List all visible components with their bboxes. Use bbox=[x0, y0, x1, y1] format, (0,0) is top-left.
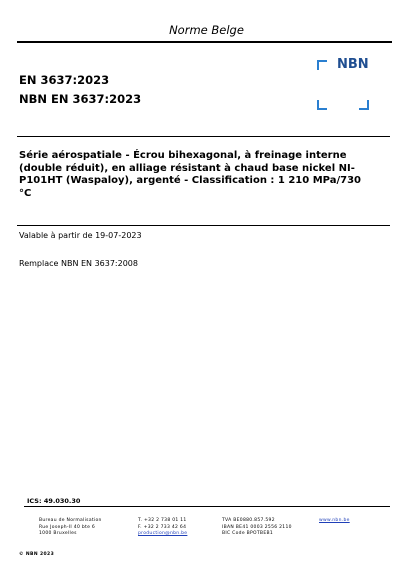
valid-from: Valable à partir de 19-07-2023 bbox=[19, 231, 142, 240]
footer-rule bbox=[24, 506, 390, 507]
footer-line: Rue Joseph-II 40 bte 6 bbox=[39, 524, 96, 530]
standard-nbn: NBN EN 3637:2023 bbox=[19, 92, 142, 106]
document-title: Série aérospatiale - Écrou bihexagonal, à freinage interne (double réduit), en alliage résistant à chaud base nickel NI-P101HT (Waspaloy), argenté - Classification : 1 210 MPa/730 °C bbox=[19, 150, 361, 199]
footer-phone: T. +32 2 738 01 11 bbox=[138, 518, 187, 523]
footer-address bbox=[39, 518, 102, 538]
footer-web bbox=[319, 518, 350, 525]
footer-bic: BIC Code BPOTBEB1 bbox=[222, 531, 274, 536]
footer-line: 1000 Bruxelles bbox=[39, 531, 77, 536]
footer-iban: IBAN BE41 0003 2556 2110 bbox=[222, 524, 292, 530]
header-title: Norme Belge bbox=[169, 23, 244, 37]
replaces-note: Remplace NBN EN 3637:2008 bbox=[19, 259, 138, 268]
copyright: © NBN 2023 bbox=[19, 552, 55, 557]
footer-bank bbox=[222, 518, 292, 538]
footer-fax: F. +32 2 733 42 64 bbox=[138, 524, 187, 530]
footer-vat: TVA BE0880.857.592 bbox=[222, 518, 275, 523]
footer-email-link[interactable]: production@nbn.be bbox=[138, 531, 188, 536]
title-rule bbox=[17, 136, 390, 137]
logo-bracket-bottom-right-icon bbox=[359, 100, 369, 110]
logo-bracket-top-left-icon bbox=[317, 60, 327, 70]
ics-code: ICS: 49.030.30 bbox=[27, 497, 81, 505]
footer-line: Bureau de Normalisation bbox=[39, 518, 102, 523]
footer-contact bbox=[138, 518, 187, 538]
validity-rule bbox=[17, 225, 390, 226]
nbn-logo-text: NBN bbox=[337, 57, 369, 72]
header-rule bbox=[17, 41, 392, 43]
standard-en: EN 3637:2023 bbox=[19, 73, 110, 87]
logo-bracket-bottom-left-icon bbox=[317, 100, 327, 110]
footer-web-link[interactable]: www.nbn.be bbox=[319, 518, 350, 523]
